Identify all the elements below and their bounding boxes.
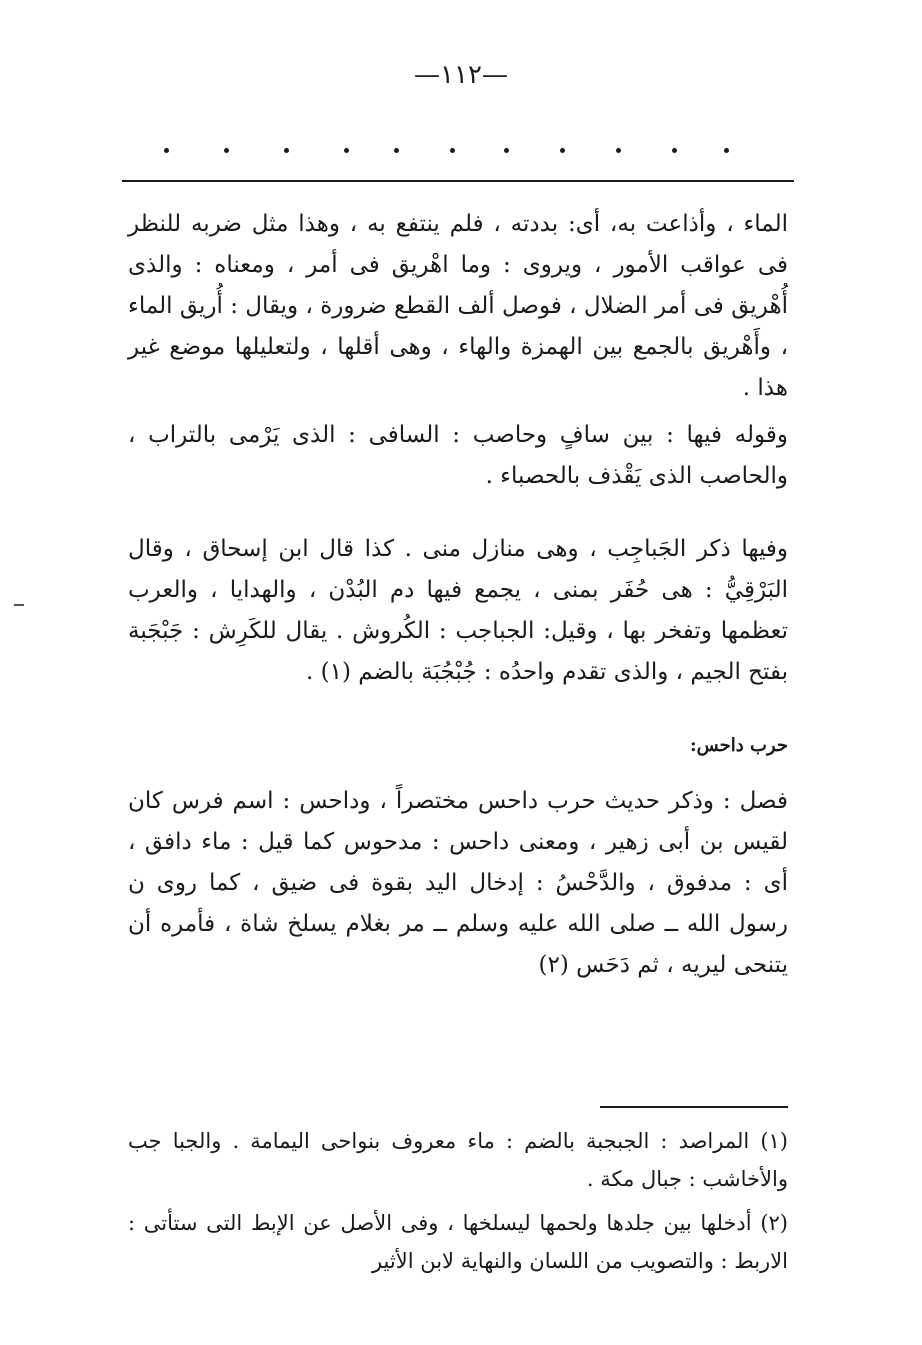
ornament-dot xyxy=(394,148,399,153)
paragraph-dahis: فصل : وذكر حديث حرب داحس مختصراً ، وداحس : اسم فرس كان لقيس بن أبى زهير ، ومعنى داحس : مدحوس كما قيل : ماء دافق ، أى : مدفوق ، والدَّحْسُ : إدخال اليد بقوة فى ضيق ، كما روى ن رسول الله ــ صلى الله عليه وسلم ــ مر بغلام يسلخ شاة ، فأمره أن يتنحى ليريه ، ثم دَحَس (٢) xyxy=(128,788,788,978)
ornament-dot xyxy=(284,148,289,153)
footnote-1: (١) المراصد : الجبجبة بالضم : ماء معروف بنواحى اليمامة . والجبا جب والأخاشب : جبال مكة . xyxy=(128,1129,788,1191)
paragraph-water: الماء ، وأذاعت به، أى: بددته ، فلم ينتفع به ، وهذا مثل ضربه للنظر فى عواقب الأمور ، ويروى : وما اهْريق فى أمر ، ومعناه : والذى أُهْريق فى أمر الضلال ، فوصل ألف القطع ضرورة ، ويقال : أُريق الماء ، وأَهْريق بالجمع بين الهمزة والهاء ، وهى أقلها ، ولتعليلها موضع غير هذا . xyxy=(128,211,788,401)
header-rule xyxy=(122,180,794,182)
ornament-dot xyxy=(224,148,229,153)
page-number: —١١٢— xyxy=(414,60,508,90)
paragraph-safi-hasib: وقوله فيها : بين سافٍ وحاصب : السافى : الذى يَرْمى بالتراب ، والحاصب الذى يَقْذف بالحصباء . xyxy=(128,422,788,489)
ornament-dots xyxy=(150,140,750,160)
footnotes xyxy=(128,1122,788,1286)
section-heading: حرب داحس: xyxy=(689,735,788,756)
ornament-dot xyxy=(672,148,677,153)
ornament-dot xyxy=(344,148,349,153)
ornament-dot xyxy=(504,148,509,153)
footnote-rule xyxy=(600,1106,788,1108)
ornament-dot xyxy=(450,148,455,153)
footnote-2: (٢) أدخلها بين جلدها ولحمها ليسلخها ، وفى الأصل عن الإبط التى ستأتى : الاربط : والتصويب من اللسان والنهاية لابن الأثير xyxy=(128,1211,788,1273)
ornament-dot xyxy=(164,148,169,153)
margin-mark xyxy=(14,604,24,606)
ornament-dot xyxy=(616,148,621,153)
ornament-dot xyxy=(724,148,729,153)
ornament-dot xyxy=(560,148,565,153)
body-text xyxy=(128,204,788,986)
paragraph-jabajib: وفيها ذكر الجَباجِب ، وهى منازل منى . كذا قال ابن إسحاق ، وقال البَرْقِيُّ : هى حُفَر بمنى ، يجمع فيها دم البُدْن ، والهدايا ، والعرب تعظمها وتفخر بها ، وقيل: الجباجب : الكُروش . يقال للكَرِش : جَبْجَبة بفتح الجيم ، والذى تقدم واحدُه : جُبْجُبَة بالضم (١) . xyxy=(128,536,788,685)
